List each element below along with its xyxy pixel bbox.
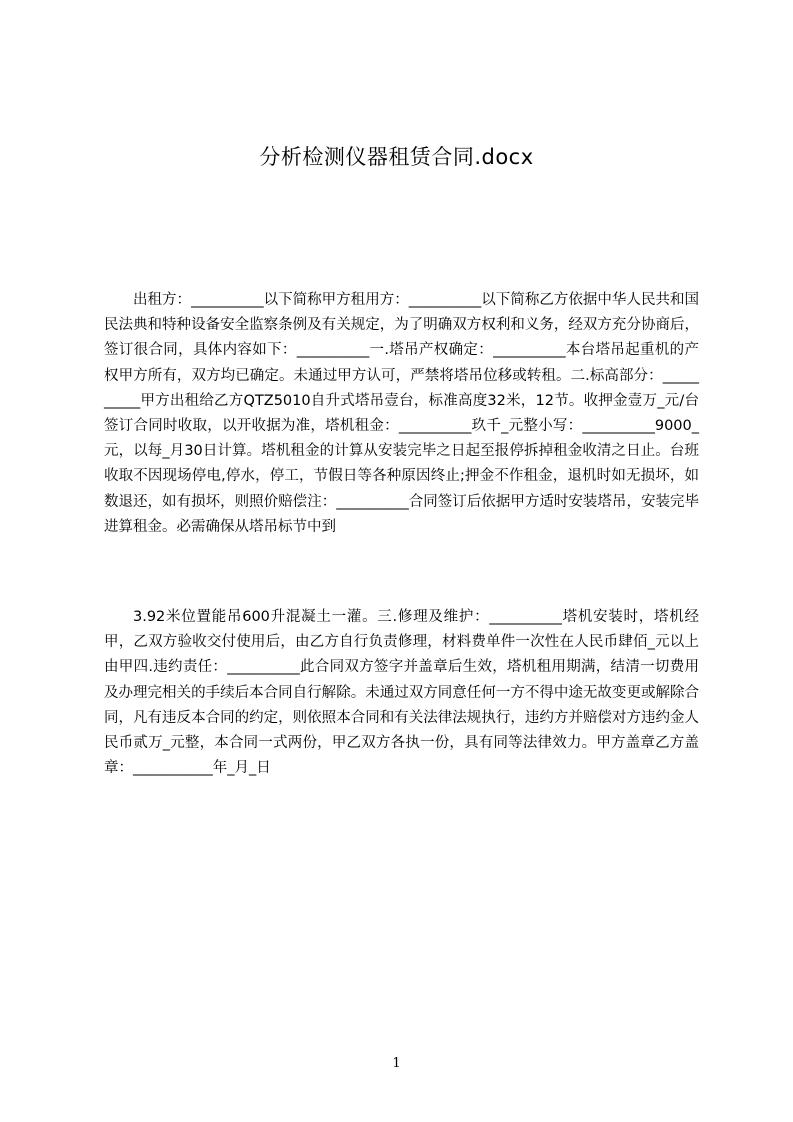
page-number: 1 (392, 1056, 401, 1071)
contract-paragraph-2: 3.92米位置能吊600升混凝土一灌。三.修理及维护：__________塔机安装时，塔机经甲，乙双方验收交付使用后，由乙方自行负责修理，材料费单件一次性在人民币肆佰_元以上由甲四.违约责任：__________此合同双方签字并盖章后生效，塔机租用期满，结清一切费用及办理完相关的手续后本合同自行解除。未通过双方同意任何一方不得中途无故变更或解除合同，凡有违反本合同的约定，则依照本合同和有关法律法规执行，违约方并赔偿对方违约金人民币贰万_元整，本合同一式两份，甲乙双方各执一份，具有同等法律效力。甲方盖章乙方盖章：___________年_月_日 (104, 609, 699, 777)
document-title: 分析检测仪器租赁合同.docx (259, 145, 534, 169)
contract-paragraph-1: 出租方：__________以下简称甲方租用方：__________以下简称乙方依据中华人民共和国民法典和特种设备安全监察条例及有关规定，为了明确双方权利和义务，经双方充分协商后，签订很合同，具体内容如下：__________一.塔吊产权确定：__________本台塔吊起重机的产权甲方所有，双方均已确定。未通过甲方认可，严禁将塔吊位移或转租。二.标高部分：__________甲方出租给乙方QTZ5010自升式塔吊壹台，标准高度32米，12节。收押金壹万_元/台签订合同时收取，以开收据为准，塔机租金：__________玖千_元整小写：__________9000_元，以每_月30日计算。塔机租金的计算从安装完毕之日起至报停拆掉租金收清之日止。台班收取不因现场停电,停水，停工，节假日等各种原因终止;押金不作租金，退机时如无损坏，如数退还，如有损坏，则照价赔偿注：__________合同签订后依据甲方适时安装塔吊，安装完毕进算租金。必需确保从塔吊标节中到 (104, 292, 699, 535)
